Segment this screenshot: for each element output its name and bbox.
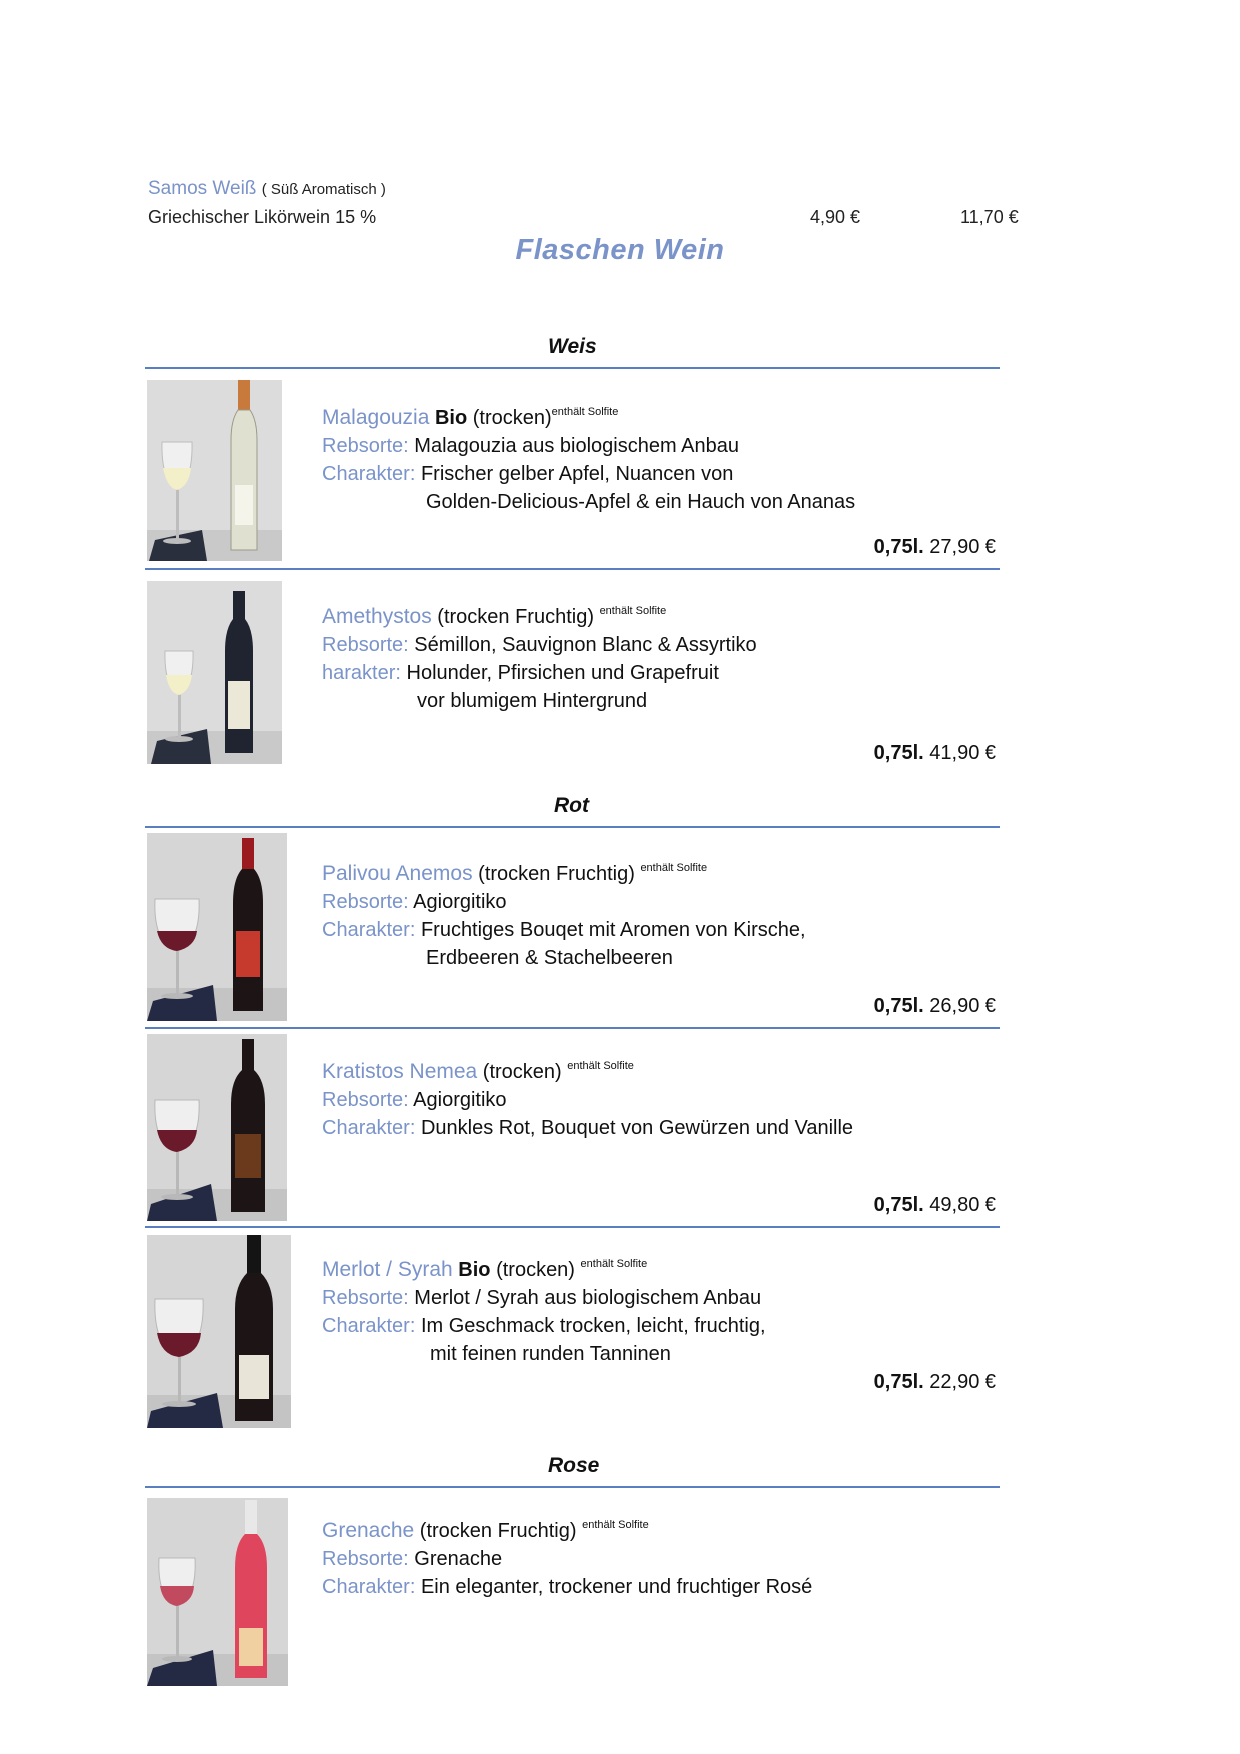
top-wine-title: Samos Weiß: [148, 178, 257, 199]
wine-photo-palivou-anemos: [147, 833, 287, 1021]
wine-rebsorte-line: [322, 631, 757, 659]
section-rule: [145, 1486, 1000, 1488]
wine-style: (trocken Fruchtig): [478, 863, 635, 885]
charakter-value-cont: mit feinen runden Tanninen: [430, 1343, 671, 1365]
page-title: [0, 234, 1240, 267]
wine-charakter-line: [322, 1114, 853, 1142]
red-wine-photo-icon: [147, 1034, 287, 1221]
sulfite-note: enthält Solfite: [551, 406, 619, 418]
price-value: 27,90 €: [929, 536, 996, 558]
rebsorte-label: Rebsorte:: [322, 1548, 409, 1570]
wine-price-amethystos: [874, 742, 996, 765]
white-wine-photo-icon: [147, 380, 282, 561]
wine-name-line: [322, 398, 855, 432]
charakter-value: Im Geschmack trocken, leicht, fruchtig,: [420, 1315, 766, 1337]
rose-wine-photo-icon: [147, 1498, 288, 1686]
wine-style: (trocken Fruchtig): [437, 606, 594, 628]
wine-entry-merlot-syrah: [322, 1250, 766, 1368]
wine-entry-amethystos: [322, 597, 757, 715]
bio-label: Bio: [434, 407, 468, 429]
top-wine-note: ( Süß Aromatisch ): [261, 181, 386, 198]
wine-name-line: [322, 1511, 812, 1545]
wine-entry-malagouzia: [322, 398, 855, 516]
charakter-label: harakter:: [322, 662, 401, 684]
charakter-value: Holunder, Pfirsichen und Grapefruit: [406, 662, 719, 684]
charakter-value: Frischer gelber Apfel, Nuancen von: [420, 463, 734, 485]
rebsorte-value: Agiorgitiko: [413, 891, 507, 913]
wine-charakter-line: [322, 916, 806, 944]
wine-name: Malagouzia: [322, 406, 430, 429]
rebsorte-value: Grenache: [414, 1548, 503, 1570]
sulfite-note: enthält Solfite: [599, 605, 667, 617]
rebsorte-label: Rebsorte:: [322, 1089, 409, 1111]
charakter-label: Charakter:: [322, 919, 416, 941]
bottle-size: 0,75l.: [873, 1371, 924, 1393]
wine-photo-merlot-syrah: [147, 1235, 291, 1428]
red-wine-photo-icon: [147, 1235, 291, 1428]
wine-style: (trocken): [496, 1259, 575, 1281]
wine-price-merlot-syrah: [874, 1371, 996, 1394]
charakter-value: Dunkles Rot, Bouquet von Gewürzen und Vanille: [420, 1117, 854, 1139]
wine-price-malagouzia: [874, 536, 996, 559]
rebsorte-value: Merlot / Syrah aus biologischem Anbau: [414, 1287, 762, 1309]
wine-style: (trocken Fruchtig): [419, 1520, 577, 1542]
bio-label: Bio: [458, 1259, 491, 1281]
wine-name: Amethystos: [322, 605, 432, 628]
sulfite-note: enthält Solfite: [580, 1258, 648, 1270]
charakter-value: Fruchtiges Bouqet mit Aromen von Kirsche,: [420, 919, 806, 941]
top-wine-desc: Griechischer Likörwein 15 %: [148, 207, 377, 227]
section-heading-rot: Rot: [554, 794, 589, 817]
rebsorte-value: Sémillon, Sauvignon Blanc & Assyrtiko: [414, 634, 757, 656]
wine-rebsorte-line: [322, 432, 855, 460]
wine-entry-palivou-anemos: [322, 854, 806, 972]
top-wine-name: [148, 178, 386, 200]
price-value: 22,90 €: [929, 1371, 996, 1393]
wine-name: Palivou Anemos: [322, 862, 473, 885]
wine-name-line: [322, 1052, 853, 1086]
wine-charakter-line: [322, 1312, 766, 1340]
sulfite-note: enthält Solfite: [567, 1060, 634, 1072]
section-rule: [145, 826, 1000, 828]
entry-rule: [145, 1027, 1000, 1029]
rebsorte-value: Agiorgitiko: [413, 1089, 507, 1111]
section-heading-weis: Weis: [548, 335, 597, 358]
charakter-label: Charakter:: [322, 1576, 416, 1598]
sulfite-note: enthält Solfite: [582, 1519, 649, 1531]
wine-rebsorte-line: [322, 1086, 853, 1114]
wine-charakter-line: [322, 1573, 812, 1601]
bottle-size: 0,75l.: [873, 1194, 924, 1216]
charakter-value-cont: Erdbeeren & Stachelbeeren: [426, 947, 673, 969]
wine-entry-grenache: [322, 1511, 812, 1601]
wine-name: Kratistos Nemea: [322, 1060, 478, 1083]
wine-photo-malagouzia: [147, 380, 282, 561]
rebsorte-value: Malagouzia aus biologischem Anbau: [414, 435, 739, 457]
top-wine-price-glass: 4,90 €: [810, 207, 861, 227]
white-wine-photo-icon: [147, 581, 282, 764]
wine-name: Merlot / Syrah: [322, 1258, 453, 1281]
charakter-value-cont: Golden-Delicious-Apfel & ein Hauch von Ananas: [426, 491, 856, 513]
red-wine-photo-icon: [147, 833, 287, 1021]
wine-name-line: [322, 1250, 766, 1284]
bottle-size: 0,75l.: [873, 536, 924, 558]
charakter-label: Charakter:: [322, 463, 416, 485]
wine-name-line: [322, 854, 806, 888]
wine-charakter-line: [322, 460, 855, 488]
wine-photo-amethystos: [147, 581, 282, 764]
rebsorte-label: Rebsorte:: [322, 435, 409, 457]
charakter-label: Charakter:: [322, 1315, 416, 1337]
bottle-size: 0,75l.: [873, 995, 924, 1017]
price-value: 26,90 €: [929, 995, 996, 1017]
sulfite-note: enthält Solfite: [640, 862, 708, 874]
top-wine-price-carafe: 11,70 €: [960, 207, 1019, 227]
section-heading-rose: Rose: [548, 1454, 600, 1477]
section-rule: [145, 367, 1000, 369]
price-value: 41,90 €: [929, 742, 996, 764]
wine-style: (trocken): [472, 407, 552, 429]
price-value: 49,80 €: [929, 1194, 996, 1216]
charakter-label: Charakter:: [322, 1117, 416, 1139]
entry-rule: [145, 1226, 1000, 1228]
entry-rule: [145, 568, 1000, 570]
charakter-value-cont: vor blumigem Hintergrund: [417, 690, 648, 712]
wine-price-kratistos-nemea: [874, 1194, 996, 1217]
wine-photo-kratistos-nemea: [147, 1034, 287, 1221]
wine-entry-kratistos-nemea: [322, 1052, 853, 1142]
wine-style: (trocken): [482, 1061, 562, 1083]
wine-rebsorte-line: [322, 1545, 812, 1573]
wine-name: Grenache: [322, 1519, 415, 1542]
wine-photo-grenache: [147, 1498, 288, 1686]
wine-rebsorte-line: [322, 1284, 766, 1312]
wine-charakter-line: [322, 659, 757, 687]
rebsorte-label: Rebsorte:: [322, 1287, 409, 1309]
rebsorte-label: Rebsorte:: [322, 891, 409, 913]
wine-price-palivou-anemos: [874, 995, 996, 1018]
rebsorte-label: Rebsorte:: [322, 634, 409, 656]
wine-rebsorte-line: [322, 888, 806, 916]
bottle-size: 0,75l.: [873, 742, 924, 764]
wine-name-line: [322, 597, 757, 631]
page-title-text: Flaschen Wein: [515, 234, 725, 266]
charakter-value: Ein eleganter, trockener und fruchtiger Rosé: [420, 1576, 813, 1598]
